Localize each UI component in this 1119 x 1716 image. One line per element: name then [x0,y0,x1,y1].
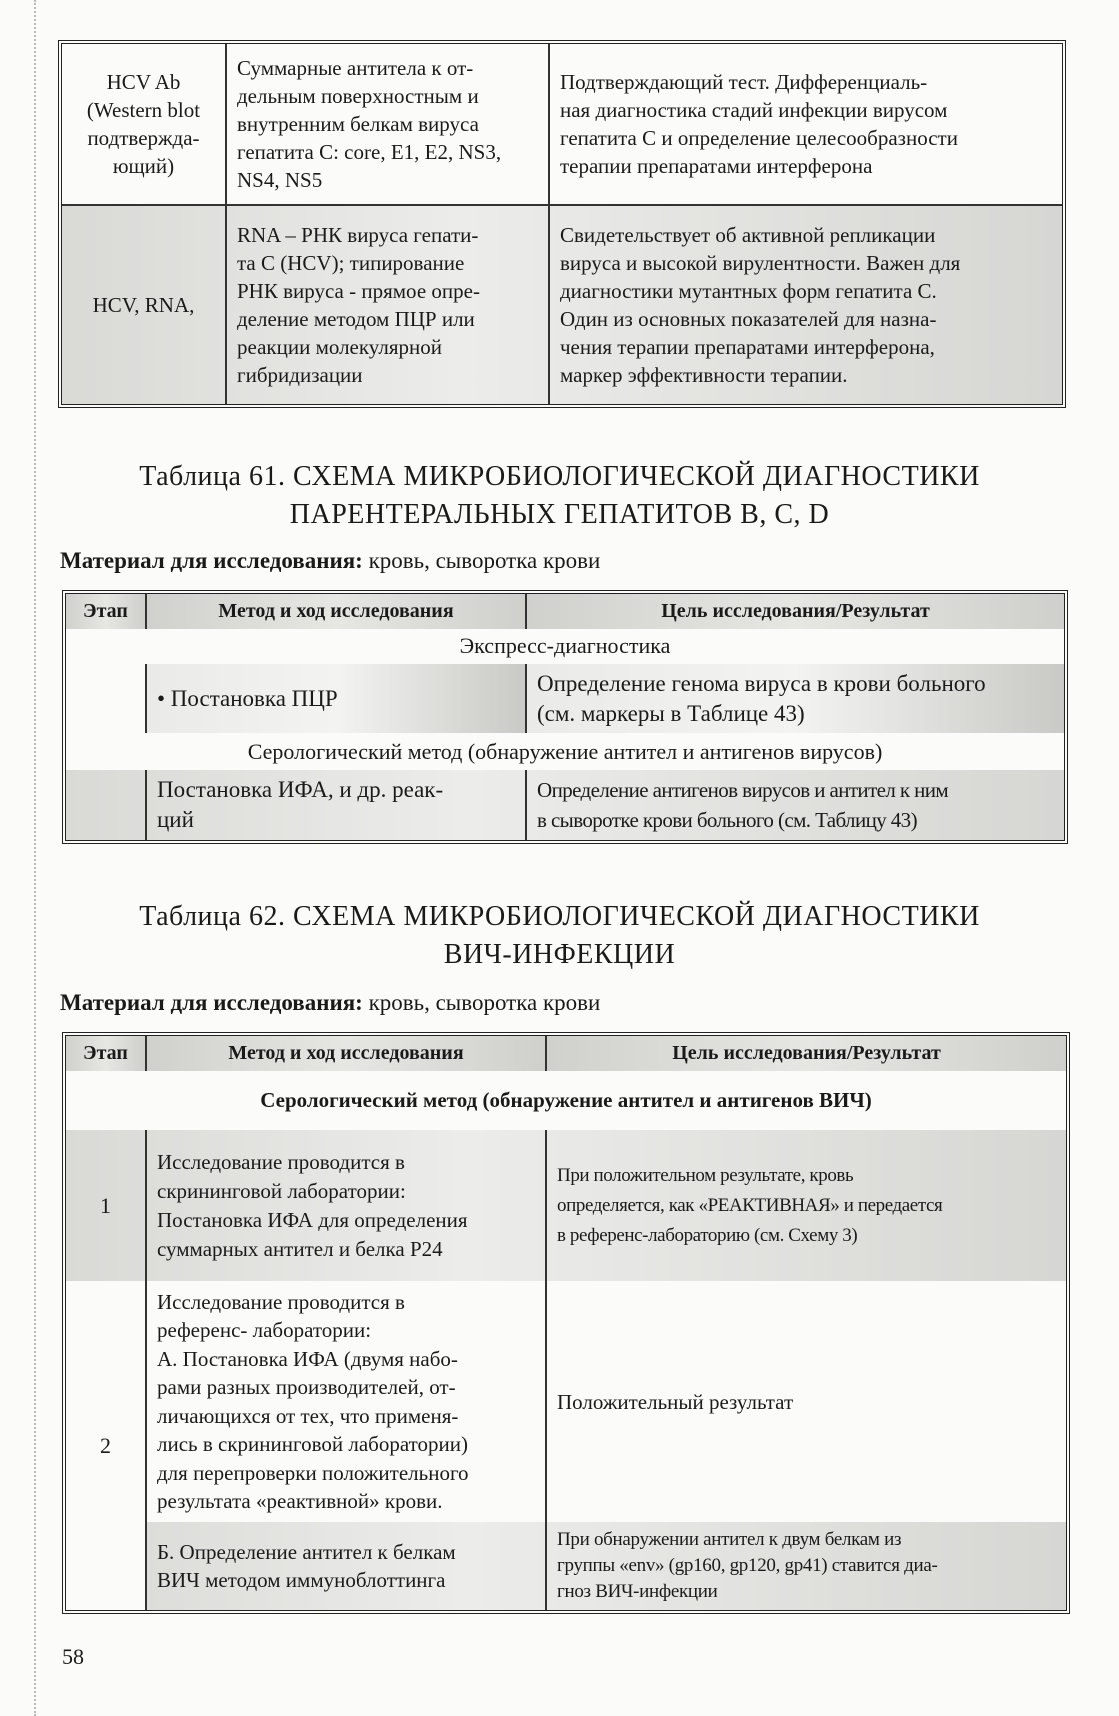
method-line: скрининговой лаборатории: [157,1178,406,1203]
section-label: Экспресс-диагностика [459,633,671,659]
hcv-markers-table [62,44,1062,404]
result-cell [546,1522,1066,1610]
method-cell [146,1281,546,1522]
table61-title-line1: Таблица 61. СХЕМА МИКРОБИОЛОГИЧЕСКОЙ ДИАГНОСТИКИ [139,461,980,492]
description-line: Суммарные антитела к от- [237,56,474,80]
purpose-cell [549,44,1062,205]
description-line: гибридизации [237,363,363,387]
result-line: Определение антигенов вирусов и антител к ним [537,778,949,803]
table-header-row [66,594,1064,629]
method-line: лись в скрининговой лаборатории) [157,1432,468,1457]
material-label: Материал для исследования: [60,548,363,573]
result-line: При положительном результате, кровь [557,1164,854,1186]
table-row [62,44,1062,205]
header-result: Цель исследования/Результат [546,1036,1066,1071]
purpose-line: вируса и высокой вирулентности. Важен для [560,251,961,275]
table-row [66,770,1064,840]
purpose-cell [549,205,1062,404]
table-row [66,1522,1066,1610]
method-line: А. Постановка ИФА (двумя набо- [157,1346,458,1371]
marker-line: (Western blot [86,98,201,122]
description-line: та С (HCV); типирование [237,251,465,275]
method-line: Постановка ИФА для определения [157,1207,468,1232]
table62-material [60,990,600,1016]
result-line: гноз ВИЧ-инфекции [557,1581,718,1603]
marker-line: HCV, RNA, [92,293,195,317]
description-line: гепатита С: core, E1, E2, NS3, [237,140,502,164]
method-line: суммарных антител и белка Р24 [157,1236,443,1261]
header-stage: Этап [66,594,146,629]
stage-number: 2 [66,1281,146,1610]
description-line: внутренним белкам вируса [237,112,479,136]
description-line: NS4, NS5 [237,168,323,192]
method-line: Б. Определение антител к белкам [157,1540,456,1565]
section-row [66,733,1064,770]
table-row [66,1130,1066,1281]
table-row [62,205,1062,404]
stage-number: 1 [66,1130,146,1281]
result-line: группы «env» (gp160, gp120, gp41) ставится диа- [557,1555,938,1577]
stage-cell [66,664,146,734]
purpose-line: гепатита С и определение целесообразности [560,126,958,150]
page-number: 58 [62,1644,84,1669]
result-line: (см. маркеры в Таблице 43) [537,700,805,726]
description-line: деление методом ПЦР или [237,307,475,331]
result-cell [526,664,1064,734]
table61 [66,594,1064,840]
method-line: Исследование проводится в [157,1289,405,1314]
marker-line: HCV Ab [106,70,181,94]
section-label: Серологический метод (обнаружение антител и антигенов вирусов) [247,738,883,764]
stage-cell [66,770,146,840]
method-line: референс- лаборатории: [157,1318,372,1343]
material-label: Материал для исследования: [60,990,363,1015]
description-cell [226,44,549,205]
purpose-line: Свидетельствует об активной репликации [560,223,936,247]
method-line: Постановка ИФА, и др. реак- [157,777,444,803]
result-cell: Положительный результат [557,1389,794,1414]
method-cell: • Постановка ПЦР [146,664,526,734]
table-row [66,664,1064,734]
method-cell [146,770,526,840]
page-edge-guide [34,0,36,1716]
material-value: кровь, сыворотка крови [362,990,601,1015]
purpose-line: ная диагностика стадий инфекции вирусом [560,98,948,122]
table61-title-line2: ПАРЕНТЕРАЛЬНЫХ ГЕПАТИТОВ В, С, D [289,499,830,530]
header-result: Цель исследования/Результат [526,594,1064,629]
purpose-line: диагностики мутантных форм гепатита С. [560,279,937,303]
result-cell [526,770,1064,840]
marker-line: ющий) [112,154,175,178]
method-line: результата «реактивной» крови. [157,1489,443,1514]
table61-title [0,458,1119,534]
table-header-row [66,1036,1066,1071]
result-line: в референс-лабораторию (см. Схему 3) [557,1224,858,1246]
section-label: Серологический метод (обнаружение антител и антигенов ВИЧ) [260,1088,872,1113]
purpose-line: терапии препаратами интерферона [560,154,873,178]
result-cell [546,1130,1066,1281]
header-method: Метод и ход исследования [146,594,526,629]
table62-title-line1: Таблица 62. СХЕМА МИКРОБИОЛОГИЧЕСКОЙ ДИАГНОСТИКИ [139,901,980,932]
section-row [66,629,1064,664]
purpose-line: Подтверждающий тест. Дифференциаль- [560,70,928,94]
description-line: RNA – РНК вируса гепати- [237,223,479,247]
result-line: Определение генома вируса в крови больного [537,670,986,696]
material-value: кровь, сыворотка крови [362,548,601,573]
result-line: в сыворотке крови больного (см. Таблицу 43) [537,808,917,833]
marker-cell [62,44,226,205]
method-cell [146,1522,546,1610]
method-line: личающихся от тех, что применя- [157,1403,459,1428]
method-line: для перепроверки положительного [157,1460,469,1485]
method-cell [146,1130,546,1281]
description-line: РНК вируса - прямое опре- [237,279,480,303]
table62 [66,1036,1066,1610]
method-line: ВИЧ методом иммуноблоттинга [157,1568,446,1593]
header-method: Метод и ход исследования [146,1036,546,1071]
purpose-line: Один из основных показателей для назна- [560,307,937,331]
description-line: реакции молекулярной [237,335,442,359]
marker-line: подтвержда- [87,126,200,150]
table61-material [60,548,600,574]
method-line: ций [157,807,194,833]
table-row [66,1281,1066,1522]
result-line: При обнаружении антител к двум белкам из [557,1529,902,1551]
purpose-line: маркер эффективности терапии. [560,363,848,387]
method-line: Исследование проводится в [157,1149,405,1174]
method-line: рами разных производителей, от- [157,1375,456,1400]
result-line: определяется, как «РЕАКТИВНАЯ» и передается [557,1194,943,1216]
section-row [66,1071,1066,1130]
purpose-line: чения терапии препаратами интерферона, [560,335,935,359]
header-stage: Этап [66,1036,146,1071]
marker-cell [62,205,226,404]
description-cell [226,205,549,404]
description-line: дельным поверхностным и [237,84,479,108]
table62-title [0,898,1119,974]
table62-title-line2: ВИЧ-ИНФЕКЦИИ [443,939,676,970]
